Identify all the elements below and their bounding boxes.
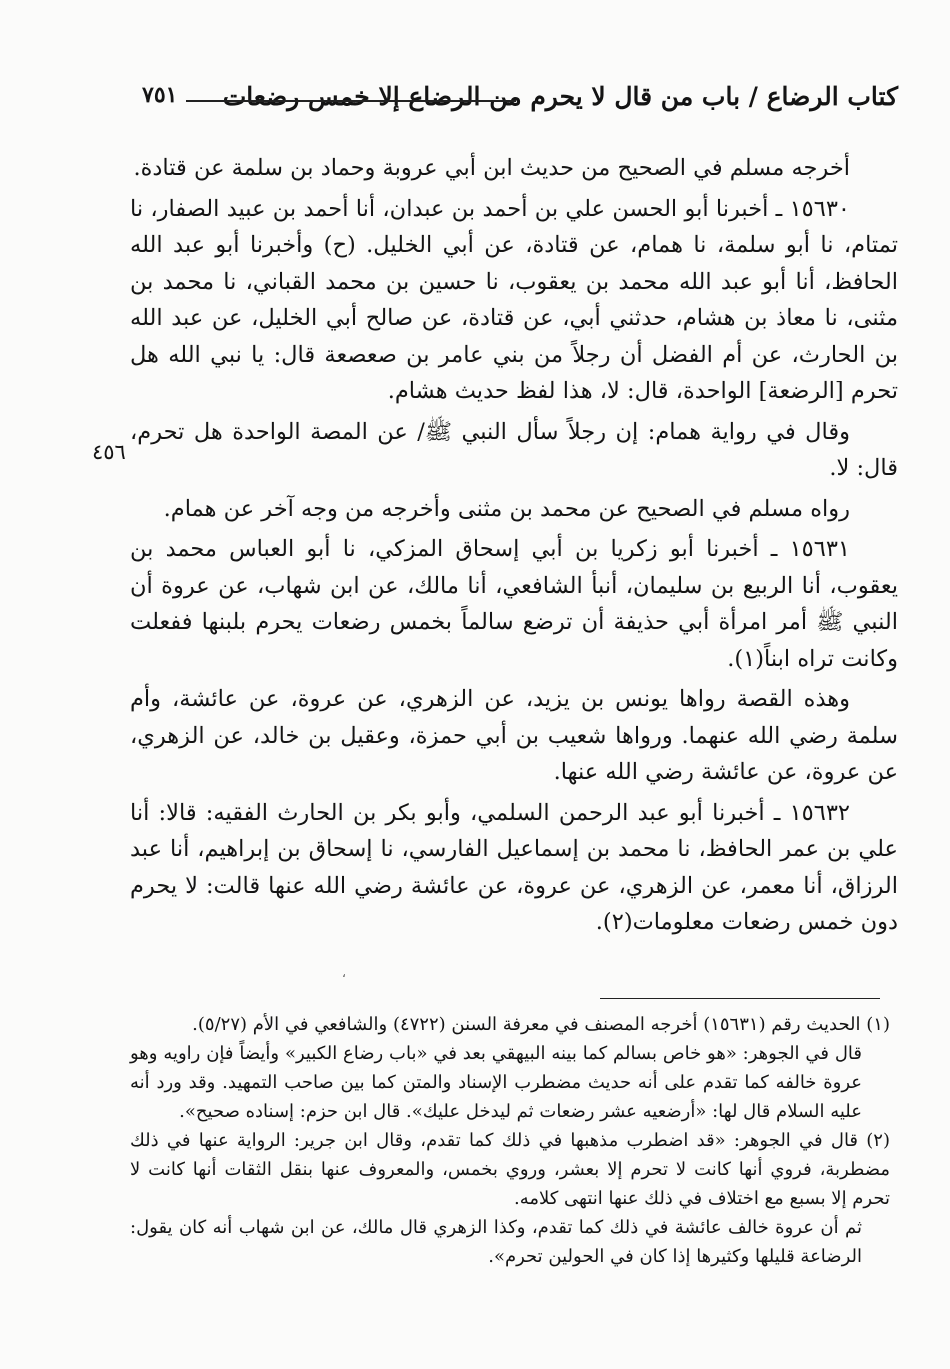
hadith-15630: ١٥٦٣٠ ـ أخبرنا أبو الحسن علي بن أحمد بن عبدان، أنا أحمد بن عبيد الصفار، نا تمتام، نا أبو سلمة، نا همام، عن قتادة، عن أبي الخليل. (ح) وأخبرنا أبو عبد الله الحافظ، أنا أبو عبد الله محمد بن يعقوب، نا حسين بن محمد القباني، نا محمد بن مثنى، نا معاذ بن هشام، حدثني أبي، عن قتادة، عن صالح أبي الخليل، عن عبد الله بن الحارث، عن أم الفضل أن رجلاً من بني عامر بن صعصعة قال: يا نبي الله هل تحرم [الرضعة] الواحدة، قال: لا، هذا لفظ حديث هشام.: [130, 195, 898, 404]
paragraph: أخرجه مسلم في الصحيح من حديث ابن أبي عروبة وحماد بن سلمة عن قتادة.: [133, 155, 850, 181]
paragraph: وقال في رواية همام: إن رجلاً سأل النبي ﷺ/ عن المصة الواحدة هل تحرم، قال: لا.: [130, 418, 898, 481]
footnote-separator: [600, 998, 880, 999]
stray-mark: ،: [342, 966, 346, 980]
header-rule: [186, 100, 516, 102]
footnote-2: (٢) قال في الجوهر: «قد اضطرب مذهبها في ذلك كما تقدم، وقال ابن جرير: الرواية عنها في ذلك مضطربة، فروي أنها كانت لا تحرم إلا بعشر، وروي بخمس، والمعروف عنها بنقل الثقات أنها كانت لا تحرم إلا بسبع مع اختلاف في ذلك عنها انتهى كلامه.: [130, 1130, 890, 1209]
running-header: [138, 78, 898, 118]
hadith-15631: ١٥٦٣١ ـ أخبرنا أبو زكريا بن أبي إسحاق المزكي، نا أبو العباس محمد بن يعقوب، أنا الربيع بن سليمان، أنبأ الشافعي، أنا مالك، عن ابن شهاب، عن عروة أن النبي ﷺ أمر امرأة أبي حذيفة أن ترضع سالماً بخمس رضعات يحرم بلبنها ففعلت وكانت تراه ابناً(١).: [130, 536, 898, 672]
footnotes: [130, 1010, 890, 1271]
paragraph: رواه مسلم في الصحيح عن محمد بن مثنى وأخرجه من وجه آخر عن همام.: [163, 495, 850, 522]
main-text: [130, 150, 898, 941]
footnote-2-note: ثم أن عروة خالف عائشة في ذلك كما تقدم، وكذا الزهري قال مالك، عن ابن شهاب أنه كان يقول: الرضاعة قليلها وكثيرها إذا كان في الحولين تحرم».: [130, 1217, 862, 1267]
margin-page-reference: ٤٥٦: [92, 440, 126, 464]
chapter-title: كتاب الرضاع / باب من قال لا يحرم من الرضاع إلا خمس رضعات: [222, 82, 898, 111]
footnote-1: (١) الحديث رقم (١٥٦٣١) أخرجه المصنف في معرفة السنن (٤٧٢٢) والشافعي في الأم (٥/٢٧).: [192, 1014, 890, 1035]
footnote-1-note: قال في الجوهر: «هو خاص بسالم كما بينه البيهقي بعد في «باب رضاع الكبير» وأيضاً فإن راويه وهو عروة خالفه كما تقدم على أنه حديث مضطرب الإسناد والمتن كما بين صاحب التمهيد. وقد ورد أنه عليه السلام قال لها: «أرضعيه عشر رضعات ثم ليدخل عليك». قال ابن حزم: إسناده صحيح».: [130, 1043, 862, 1122]
page-number: ٧٥١: [142, 82, 178, 108]
hadith-15632: ١٥٦٣٢ ـ أخبرنا أبو عبد الرحمن السلمي، وأبو بكر بن الحارث الفقيه: قالا: أنا علي بن عمر الحافظ، نا محمد بن إسماعيل الفارسي، نا إسحاق بن إبراهيم، أنا عبد الرزاق، أنا معمر، عن الزهري، عن عروة، عن عائشة رضي الله عنها قالت: لا يحرم دون خمس رضعات معلومات(٢).: [130, 799, 898, 935]
paragraph: وهذه القصة رواها يونس بن يزيد، عن الزهري، عن عروة، عن عائشة، وأم سلمة رضي الله عنهما. ورواها شعيب بن أبي حمزة، وعقيل بن خالد، عن الزهري، عن عروة، عن عائشة رضي الله عنها.: [130, 686, 898, 785]
